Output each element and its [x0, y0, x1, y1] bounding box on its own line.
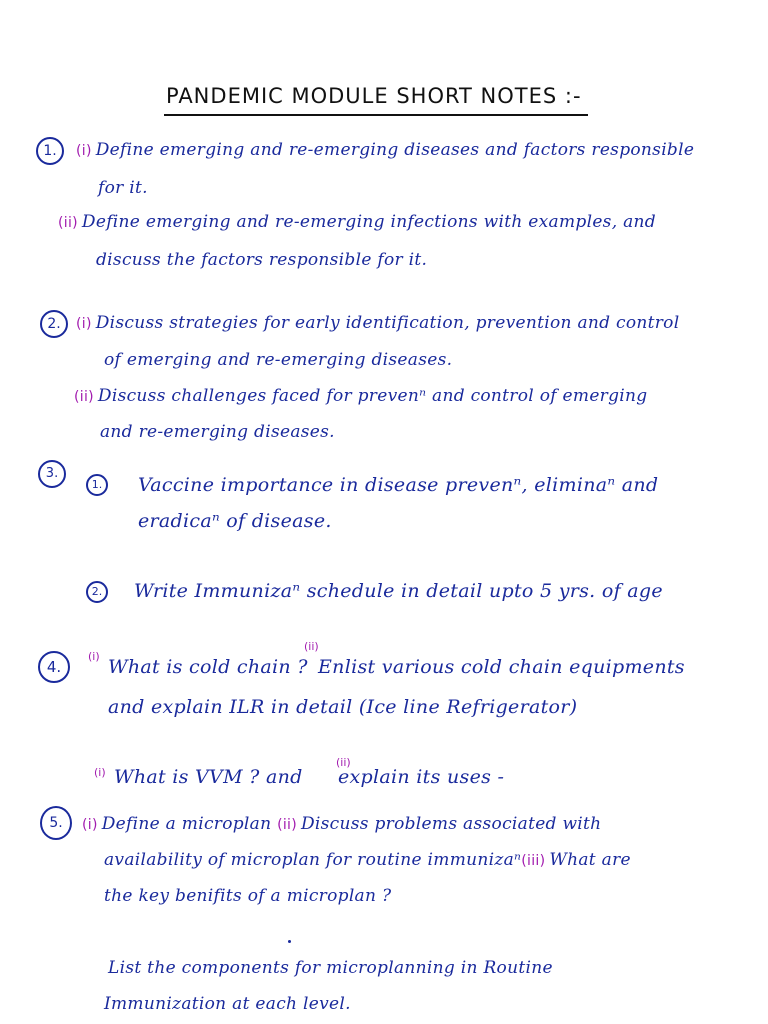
q4-part3-label: (i)	[94, 766, 106, 779]
q1-number	[36, 137, 64, 165]
title-underline	[164, 114, 588, 116]
q5-line2b: What are	[549, 850, 631, 870]
stray-dot	[288, 940, 291, 943]
q5-part1-label: (i)	[82, 817, 98, 833]
q2-number-text: 2.	[47, 316, 61, 332]
q5-line5: Immunization at each level.	[104, 994, 351, 1014]
q3-part1-line2: eradicaⁿ of disease.	[138, 510, 332, 532]
q2-part1-line1	[76, 313, 679, 333]
q5-line2	[104, 850, 631, 870]
q4-part1-label: (i)	[88, 650, 100, 663]
q4-number	[38, 651, 70, 683]
q1-part1-line2: for it.	[98, 178, 148, 198]
q5-line1a: Define a microplan	[101, 814, 272, 834]
q3-part2-line1: Write Immunizaⁿ schedule in detail upto 5 yrs. of age	[134, 580, 663, 602]
q4-line2: and explain ILR in detail (Ice line Refrigerator)	[108, 696, 578, 718]
q3-part1-line1: Vaccine importance in disease prevenⁿ, eliminaⁿ and	[138, 474, 659, 496]
q5-line1b: Discuss problems associated with	[300, 814, 602, 834]
q3-part1-label	[86, 474, 108, 496]
q4-part2-label: (ii)	[304, 640, 319, 653]
q5-line2a: availability of microplan for routine immunizaⁿ	[104, 850, 522, 870]
q4-line1b: Enlist various cold chain equipments	[318, 656, 685, 678]
q2-part1-label: (i)	[76, 316, 92, 332]
q2-part2-line2: and re-emerging diseases.	[100, 422, 335, 442]
q2-part2-label: (ii)	[74, 389, 94, 405]
q5-line4: List the components for microplanning in Routine	[108, 958, 553, 978]
q3-number	[38, 460, 66, 488]
q1-part1-line1	[76, 140, 694, 160]
q3-number-text: 3.	[45, 466, 59, 481]
q5-line3: the key benifits of a microplan ?	[104, 886, 392, 906]
q5-part3-label: (iii)	[521, 853, 546, 869]
q1-part2-text1: Define emerging and re-emerging infections with examples, and	[81, 212, 656, 232]
q1-number-text: 1.	[43, 143, 57, 159]
q1-part1-text1: Define emerging and re-emerging diseases and factors responsible	[95, 140, 695, 160]
q2-part2-text1: Discuss challenges faced for prevenⁿ and control of emerging	[97, 386, 648, 406]
q3-part2-label-text: 2.	[91, 585, 103, 598]
q3-part2-label	[86, 581, 108, 603]
q4-line3b: explain its uses -	[338, 766, 505, 788]
q2-number	[40, 310, 68, 338]
q4-number-text: 4.	[46, 658, 62, 676]
q1-part1-label: (i)	[76, 143, 92, 159]
q2-part1-line2: of emerging and re-emerging diseases.	[104, 350, 453, 370]
q3-part1-label-text: 1.	[91, 478, 103, 491]
q4-part4-label: (ii)	[336, 756, 351, 769]
q1-part2-line1	[58, 212, 656, 232]
q4-line1a: What is cold chain ?	[108, 656, 308, 678]
q2-part2-line1	[74, 386, 647, 406]
q1-part2-label: (ii)	[58, 215, 78, 231]
q5-part2-label: (ii)	[277, 817, 297, 833]
q5-number	[40, 806, 72, 840]
q5-number-text: 5.	[49, 815, 63, 831]
page-title: PANDEMIC MODULE SHORT NOTES :-	[166, 84, 582, 108]
q2-part1-text1: Discuss strategies for early identification, prevention and control	[95, 313, 680, 333]
q1-part2-line2: discuss the factors responsible for it.	[96, 250, 428, 270]
q5-line1	[82, 814, 601, 834]
q4-line3a: What is VVM ? and	[114, 766, 303, 788]
